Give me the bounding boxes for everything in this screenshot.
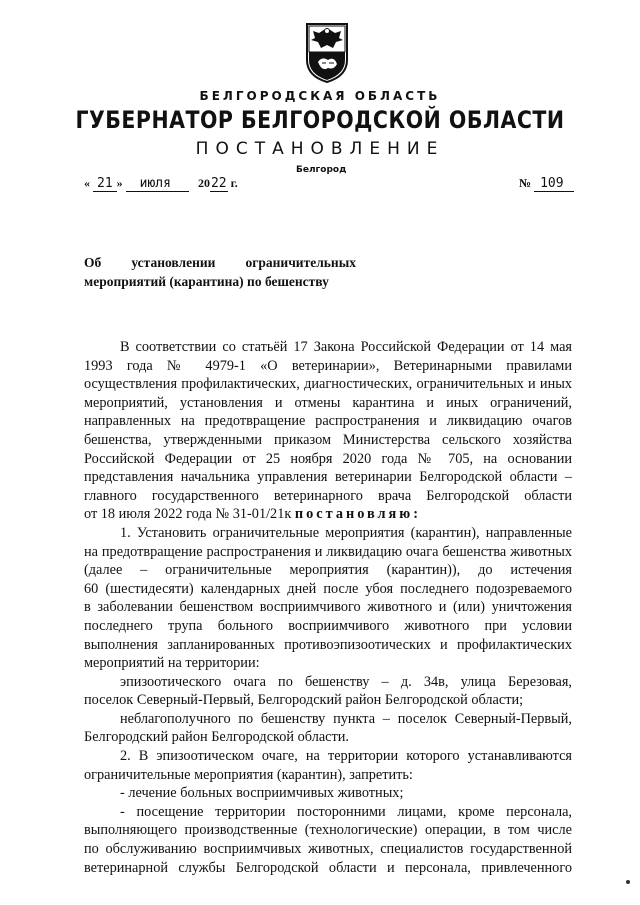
body-line: В соответствии со статьёй 17 Закона Российской Федерации от 14 мая	[120, 339, 572, 355]
date-year-prefix: 20	[197, 176, 210, 190]
date-month: июля	[126, 176, 189, 192]
region-name: БЕЛГОРОДСКАЯ ОБЛАСТЬ	[199, 89, 441, 103]
document-body	[84, 338, 572, 877]
date-open-quote: «	[84, 176, 90, 190]
body-line: - лечение больных восприимчивых животных;	[120, 785, 404, 802]
body-line: - посещение территории посторонними лицами, кроме персонала,	[120, 803, 572, 820]
body-line: ограничительные мероприятия (карантин), запретить:	[84, 766, 413, 783]
body-line-text: от 18 июля 2022 года № 31-01/21к	[84, 506, 292, 523]
body-line: направленных на предотвращение распространения и ликвидацию очагов	[84, 413, 572, 430]
body-line: эпизоотического очага по бешенству – д. 34в, улица Березовая,	[120, 673, 572, 690]
subject-line: Об установлении ограничительных	[84, 255, 356, 270]
city-name: Белгород	[296, 165, 347, 175]
document-number	[519, 176, 574, 192]
body-line: выполнения запланированных противоэпизоотических и профилактических	[84, 636, 572, 653]
body-line: осуществления профилактических, диагностических, ограничительных и иных	[84, 376, 572, 393]
body-line: ветеринарной службы Белгородской области и персонала, привлеченного	[84, 859, 572, 876]
body-line: 1993 года № 4979-1 «О ветеринарии», Ветеринарными правилами	[84, 357, 572, 374]
date-close-quote: »	[116, 176, 123, 190]
body-line: 2. В эпизоотическом очаге, на территории которого устанавливаются	[120, 748, 572, 765]
body-line: 60 (шестидесяти) календарных дней после убоя последнего подозреваемого	[84, 580, 572, 597]
body-line: Российской Федерации от 25 ноября 2020 года № 705, на основании	[84, 450, 572, 467]
body-line: мероприятий, установления и отмены карантина и иных ограничений,	[84, 394, 572, 411]
authority-title: ГУБЕРНАТОР БЕЛГОРОДСКОЙ ОБЛАСТИ	[75, 106, 565, 134]
body-line: бешенства, утвержденными приказом Министерства сельского хозяйства	[84, 431, 572, 448]
date-day: 21	[93, 176, 117, 192]
body-line: 1. Установить ограничительные мероприятия (карантин), направленные	[120, 524, 572, 541]
document-date	[84, 176, 238, 192]
date-year-suffix: 22	[210, 176, 227, 191]
body-line: (далее – ограничительные мероприятия (карантин)), до истечения	[84, 562, 572, 579]
resolve-word: постановляю:	[294, 506, 421, 523]
body-line: последнего трупа больного восприимчивого животного при условии	[84, 617, 572, 634]
body-line: по обслуживанию восприимчивых животных, специалистов государственной	[84, 841, 572, 858]
date-year-label: г.	[230, 176, 238, 190]
body-line: поселок Северный-Первый, Белгородский район Белгородской области;	[84, 692, 524, 709]
body-line: на предотвращение распространения и ликвидацию очага бешенства животных	[84, 543, 572, 560]
body-line: выполняющего производственные (технологические) операции, в том числе	[84, 822, 572, 839]
number-label: №	[519, 176, 532, 190]
body-line: в заболевании бешенством восприимчивого животного и (или) уничтожения	[84, 599, 572, 616]
body-line: неблагополучного по бешенству пункта – поселок Северный-Первый,	[120, 710, 572, 727]
document-subject	[84, 253, 356, 291]
body-line: представления начальника управления ветеринарии Белгородской области –	[84, 469, 572, 486]
document-type: ПОСТАНОВЛЕНИЕ	[195, 139, 445, 159]
body-line: мероприятий на территории:	[84, 655, 260, 672]
coat-of-arms-emblem	[304, 22, 350, 84]
body-line	[84, 505, 572, 524]
body-line: Белгородский район Белгородской области.	[84, 729, 350, 746]
scan-speck	[626, 880, 630, 884]
number-value: 109	[534, 176, 573, 192]
subject-line: мероприятий (карантина) по бешенству	[84, 274, 329, 289]
body-line: главного государственного ветеринарного врача Белгородской области	[84, 487, 572, 504]
